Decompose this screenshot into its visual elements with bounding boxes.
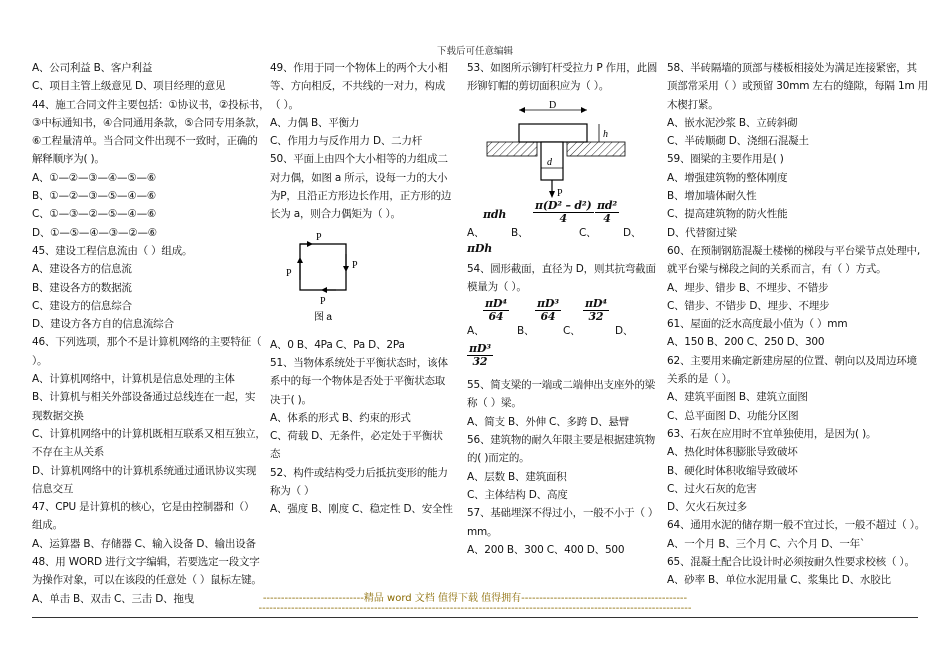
text-line: A、一个月 B、三个月 C、六个月 D、一年` [667, 537, 865, 550]
text-line: C、荷载 D、无条件，必定处于平衡状 [270, 430, 443, 443]
text-line: C、主体结构 D、高度 [467, 488, 568, 501]
option-label: A、 [467, 226, 485, 239]
text-line: 长为 a，则合力偶矩为（ ）。 [270, 208, 401, 221]
text-line: 信息交互 [32, 482, 74, 495]
text-line: 组成。 [32, 519, 63, 532]
force-couple-figure [270, 224, 460, 336]
text-line: D、①—⑤—④—③—②—⑥ [32, 226, 157, 239]
text-line: 称为（ ） [270, 485, 315, 498]
text-line: 不存在主从关系 [32, 446, 105, 459]
text-line: A、200 B、300 C、400 D、500 [467, 543, 625, 556]
text-line: D、代替窗过梁 [667, 226, 737, 239]
text-line: 63、石灰在应用时不宜单独使用，是因为( )。 [667, 427, 877, 440]
text-line: A、增强建筑物的整体刚度 [667, 171, 788, 184]
text-line: 等、方向相反，不共线的一对力，构成 [270, 80, 446, 93]
text-line: A、①—②—③—④—⑤—⑥ [32, 171, 157, 184]
text-line: C、过火石灰的危害 [667, 482, 757, 495]
text-line: 56、建筑物的耐久年限主要是根据建筑物 [467, 434, 656, 447]
text-line: （ ）。 [270, 98, 299, 111]
text-line: mm。 [467, 525, 498, 538]
formula-d: $\frac{\text{πD³}}{32}$ [469, 342, 491, 369]
force-label: P [557, 187, 563, 199]
text-line: D、计算机网络中的计算机系统通过通讯协议实现 [32, 464, 257, 477]
text-line: 解释顺序为( )。 [32, 153, 105, 166]
bottom-divider [32, 617, 918, 618]
text-line: 木楔打紧。 [667, 98, 719, 111]
force-couple-diagram [270, 224, 460, 336]
text-line: C、计算机网络中的计算机既相互联系又相互独立， [32, 427, 266, 440]
text-line: A、体系的形式 B、约束的形式 [270, 411, 411, 424]
text-line: D、建设方各方自的信息流综合 [32, 318, 174, 331]
text-line: 65、混凝土配合比设计时必须按耐久性要求校核（ ）。 [667, 556, 915, 569]
formula-b: $\frac{\text{πD³}}{64}$ [537, 297, 559, 324]
text-line: C、建设方的信息综合 [32, 299, 132, 312]
text-line: A、公司利益 B、客户利益 [32, 62, 153, 74]
column-3 [467, 59, 660, 559]
text-line: B、硬化时体积收缩导致破坏 [667, 464, 798, 477]
text-line: ⑥工程量清单。当合同文件出现不一致时，正确的 [32, 135, 258, 148]
text-line: 53、如图所示铆钉杆受拉力 P 作用，此圆 [467, 62, 658, 74]
text-line: A、建设各方的信息流 [32, 263, 132, 276]
formula-d: πDh [467, 241, 492, 255]
text-line: C、半砖顺砌 D、浇细石混凝土 [667, 135, 809, 148]
text-line: 50、平面上由四个大小相等的力组成二 [270, 153, 448, 166]
footer-dashes: ------------------------------------------------------------------------------------------------------------------------ [258, 603, 692, 614]
text-line: 62、主要用来确定新建房屋的位置、朝向以及周边环境 [667, 354, 917, 367]
text-line: A、强度 B、刚度 C、稳定性 D、安全性 [270, 503, 453, 516]
q54-options [467, 296, 660, 338]
text-line: 称（ ）梁。 [467, 397, 522, 410]
text-line: 57、基础埋深不得过小，一般不小于（ ） [467, 507, 659, 520]
text-line: 关系的是（ ）。 [667, 373, 737, 386]
rivet-diagram [467, 96, 660, 202]
force-label: P [320, 295, 326, 307]
formula-a: πdh [483, 207, 507, 221]
text-line: A、建筑平面图 B、建筑立面图 [667, 391, 808, 404]
text-line: A、埋步、错步 B、不埋步、不错步 [667, 281, 829, 294]
option-label: D、 [615, 325, 634, 338]
q53-options [467, 198, 660, 240]
text-line: 决于( )。 [270, 393, 312, 406]
text-line: 54、圆形截面，直径为 D，则其抗弯截面 [467, 262, 656, 275]
page-header: 下载后可任意编辑 [436, 46, 513, 57]
column-1 [32, 59, 270, 608]
text-line: B、①—②—③—⑤—④—⑥ [32, 190, 157, 203]
text-line: A、0 B、4Pa C、Pa D、2Pa [270, 338, 405, 351]
text-line: B、建设各方的数据流 [32, 281, 132, 294]
text-line: A、简支 B、外伸 C、多跨 D、悬臂 [467, 415, 630, 428]
formula-a: $\frac{\text{πD⁴}}{64}$ [485, 297, 507, 324]
text-line: 52、构件或结构受力后抵抗变形的能力 [270, 466, 448, 479]
formula-d-row [467, 338, 660, 376]
rivet-figure [467, 96, 660, 202]
text-line: 47、CPU 是计算机的核心，它是由控制器和（） [32, 501, 255, 514]
text-line: 为P，且沿正方形边长作用，正方形的边 [270, 190, 452, 203]
text-line: C、作用力与反作用力 D、二力杆 [270, 135, 423, 148]
column-4 [667, 59, 928, 590]
text-line: C、项目主管上级意见 D、项目经理的意见 [32, 80, 226, 93]
footer-banner: ----------------------------精品 word 文档 值得下载 值得拥有---------------------------------------------- [262, 593, 688, 604]
text-line: A、嵌水泥沙浆 B、立砖斜砌 [667, 116, 798, 129]
text-line: D、欠火石灰过多 [667, 501, 747, 514]
formula-c: $\frac{\text{πd²}}{4}$ [597, 198, 617, 225]
force-label: P [352, 259, 358, 271]
text-line: C、提高建筑物的防火性能 [667, 208, 788, 221]
text-line: C、①—③—②—⑤—④—⑥ [32, 208, 157, 221]
option-label: C、 [563, 325, 581, 338]
text-line: 为操作对象，可以在该段的任意处（ ）鼠标左键。 [32, 574, 262, 587]
text-line: A、砂率 B、单位水泥用量 C、浆集比 D、水胶比 [667, 574, 891, 587]
text-line: 51、当物体系统处于平衡状态时，该体 [270, 356, 448, 369]
text-line: 49、作用于同一个物体上的两个大小相 [270, 62, 448, 74]
text-line: A、层数 B、建筑面积 [467, 470, 567, 483]
text-line: 就平台梁与梯段之间的关系而言，有（ ）方式。 [667, 263, 887, 276]
option-label: B、 [511, 226, 529, 239]
text-line: B、增加墙体耐久性 [667, 190, 757, 203]
text-line: 44、施工合同文件主要包括：①协议书，②投标书， [32, 98, 270, 111]
text-line: 61、屋面的泛水高度最小值为（ ）mm [667, 318, 848, 331]
text-line: ③中标通知书，④合同通用条款，⑤合同专用条款， [32, 116, 266, 129]
option-label: B、 [517, 325, 535, 338]
text-line: 现数据交换 [32, 409, 84, 422]
text-line: B、计算机与相关外部设备通过总线连在一起，实 [32, 391, 256, 404]
dimension-label-d: d [547, 156, 552, 168]
formula-d-row [467, 240, 660, 260]
text-line: 55、简支梁的一端或二端伸出支座外的梁 [467, 379, 656, 392]
text-line: 45、建设工程信息流由（ ）组成。 [32, 244, 193, 257]
text-line: 64、通用水泥的储存期一般不宜过长，一般不超过（ ）。 [667, 519, 926, 532]
text-line: 的( )而定的。 [467, 452, 530, 465]
text-line: 59、圈梁的主要作用是( ) [667, 153, 784, 166]
column-2 [270, 59, 460, 519]
force-label: P [286, 267, 292, 279]
text-line: 模量为（ ）。 [467, 280, 527, 293]
formula-c: $\frac{\text{πD⁴}}{32}$ [585, 297, 607, 324]
text-line: ）。 [32, 354, 48, 367]
text-line: 态 [270, 448, 281, 461]
text-line: A、热化时体积膨胀导致破坏 [667, 446, 798, 459]
option-label: A、 [467, 325, 485, 338]
text-line: A、计算机网络中，计算机是信息处理的主体 [32, 373, 235, 386]
text-line: A、力偶 B、平衡力 [270, 116, 360, 129]
text-line: 60、在预制钢筋混凝土楼梯的梯段与平台梁节点处理中, [667, 244, 920, 257]
dimension-label-h: h [603, 128, 608, 140]
text-line: A、运算器 B、存储器 C、输入设备 D、输出设备 [32, 537, 256, 550]
text-line: 系中的每一个物体是否处于平衡状态取 [270, 375, 446, 388]
figure-caption: 图 a [314, 311, 332, 323]
option-label: C、 [579, 226, 597, 239]
text-line: A、单击 B、双击 C、三击 D、拖曳 [32, 592, 195, 605]
formula-b: $\frac{\text{π(D² – d²)}}{4}$ [535, 198, 592, 225]
text-line: 对力偶，如图 a 所示，设每一力的大小 [270, 171, 448, 184]
text-line: 顶部常采用（ ）或预留 30mm 左右的缝隙，每隔 1m 用 [667, 80, 928, 93]
text-line: C、总平面图 D、功能分区图 [667, 409, 799, 422]
text-line: A、150 B、200 C、250 D、300 [667, 336, 825, 349]
option-label: D、 [623, 226, 642, 239]
text-line: 46、下列选项，那个不是计算机网络的主要特征（ [32, 336, 262, 349]
text-line: C、错步、不错步 D、埋步、不埋步 [667, 299, 830, 312]
force-label: P [316, 231, 322, 243]
text-line: 48、用 WORD 进行文字编辑，若要选定一段文字 [32, 556, 260, 569]
dimension-label-D: D [549, 99, 557, 111]
text-line: 58、半砖隔墙的顶部与楼板相接处为满足连接紧密，其 [667, 62, 917, 74]
text-line: 形铆钉帽的剪切面积应为（ ）。 [467, 80, 610, 93]
